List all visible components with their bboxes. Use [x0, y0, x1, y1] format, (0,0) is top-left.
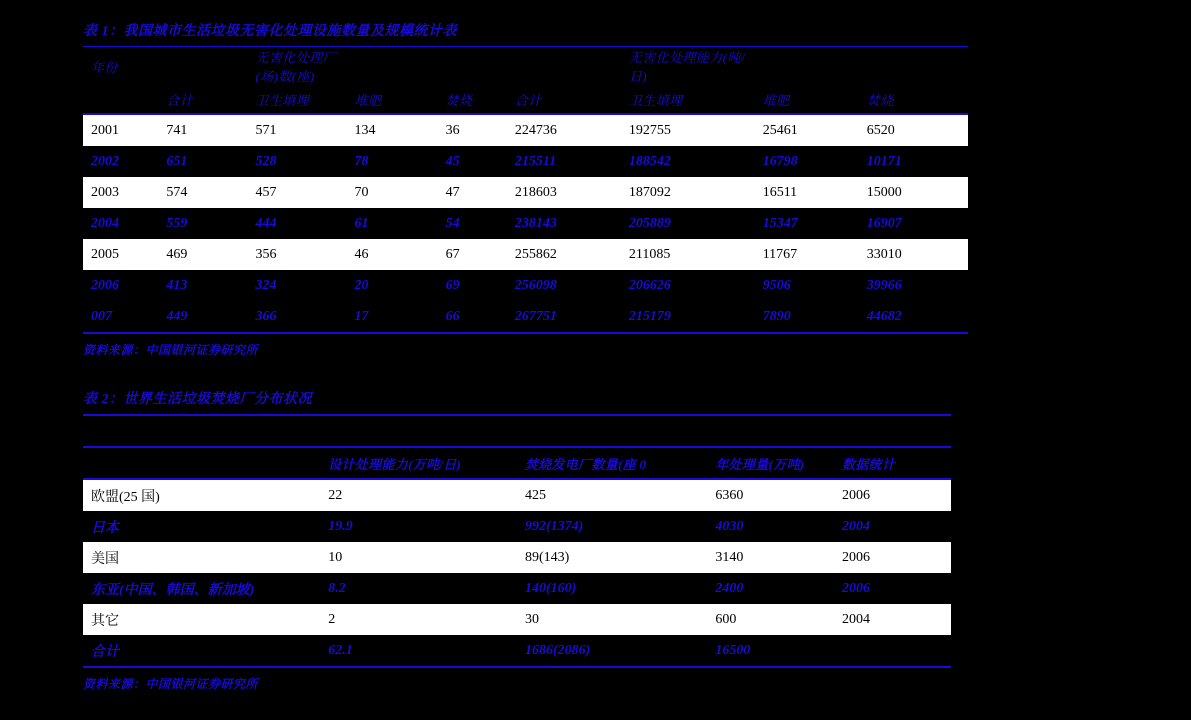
cell: 19.9	[328, 511, 525, 542]
cell: 528	[255, 146, 354, 177]
cell-region: 其它	[83, 604, 328, 635]
cell: 651	[166, 146, 255, 177]
cell: 3140	[715, 542, 842, 573]
table2-spacer-0	[83, 415, 328, 447]
cell: 425	[525, 479, 715, 511]
cell: 2400	[715, 573, 842, 604]
cell: 188542	[629, 146, 763, 177]
cell: 2	[328, 604, 525, 635]
cell: 140(160)	[525, 573, 715, 604]
cell: 25461	[763, 114, 867, 146]
table1-group-plants: 无害化处理厂(场)数(座)	[255, 47, 354, 86]
cell-year: 2004	[83, 208, 166, 239]
table-row	[83, 239, 968, 270]
table1-sub-7: 堆肥	[763, 85, 867, 114]
table2-source: 资料来源：中国银河证券研究所	[83, 677, 259, 691]
table1-sub-5: 合计	[515, 85, 629, 114]
cell: 16907	[867, 208, 968, 239]
cell: 46	[354, 239, 445, 270]
table2-header-2: 焚烧发电厂数量(座 0	[525, 447, 715, 479]
table-row	[83, 479, 951, 511]
cell: 224736	[515, 114, 629, 146]
cell: 324	[255, 270, 354, 301]
cell: 89(143)	[525, 542, 715, 573]
cell-year: 2001	[83, 114, 166, 146]
cell: 238143	[515, 208, 629, 239]
cell-year: 2006	[83, 270, 166, 301]
table-row	[83, 114, 968, 146]
cell: 33010	[867, 239, 968, 270]
cell-year: 2003	[83, 177, 166, 208]
cell: 69	[446, 270, 515, 301]
table2-spacer-1	[328, 415, 525, 447]
table2-header-0	[83, 447, 328, 479]
cell-region: 东亚(中国、韩国、新加坡)	[83, 573, 328, 604]
cell: 11767	[763, 239, 867, 270]
table-row	[83, 301, 968, 333]
table2-header-3: 年处理量(万吨)	[715, 447, 842, 479]
cell: 8.2	[328, 573, 525, 604]
cell: 15347	[763, 208, 867, 239]
table2-spacer-4	[842, 415, 951, 447]
cell: 211085	[629, 239, 763, 270]
table-row	[83, 604, 951, 635]
cell: 9506	[763, 270, 867, 301]
cell: 10	[328, 542, 525, 573]
cell: 741	[166, 114, 255, 146]
cell: 44682	[867, 301, 968, 333]
cell-region: 合计	[83, 635, 328, 667]
table2-header-1: 设计处理能力(万吨/日)	[328, 447, 525, 479]
cell: 62.1	[328, 635, 525, 667]
cell: 206626	[629, 270, 763, 301]
cell-year: 2002	[83, 146, 166, 177]
cell: 2006	[842, 542, 951, 573]
table1-sub-1: 合计	[166, 85, 255, 114]
cell-region: 欧盟(25 国)	[83, 479, 328, 511]
cell: 66	[446, 301, 515, 333]
table-row	[83, 270, 968, 301]
table1-group-year: 年份	[83, 47, 166, 86]
cell: 4030	[715, 511, 842, 542]
cell: 256098	[515, 270, 629, 301]
table2-block	[83, 388, 968, 692]
table1-group-capacity: 无害化处理能力(吨/日)	[629, 47, 763, 86]
cell: 17	[354, 301, 445, 333]
cell: 30	[525, 604, 715, 635]
table1-title: 表 1：我国城市生活垃圾无害化处理设施数量及规模统计表	[83, 24, 457, 39]
table1-sub-4: 焚烧	[446, 85, 515, 114]
table2-top-rule	[83, 415, 951, 447]
cell: 67	[446, 239, 515, 270]
table-row	[83, 511, 951, 542]
cell-year: 2005	[83, 239, 166, 270]
table-row	[83, 177, 968, 208]
table1-group-header-row	[83, 47, 968, 86]
table1	[83, 46, 968, 334]
cell-year: 007	[83, 301, 166, 333]
table2-title: 表 2：世界生活垃圾焚烧厂分布状况	[83, 392, 312, 407]
cell: 215511	[515, 146, 629, 177]
cell: 2006	[842, 479, 951, 511]
table1-group-plants-pad1	[354, 47, 445, 86]
cell: 39966	[867, 270, 968, 301]
table-row-total	[83, 635, 951, 667]
cell: 571	[255, 114, 354, 146]
table1-group-capacity-pad2	[867, 47, 968, 86]
table2	[83, 414, 951, 668]
table-row	[83, 146, 968, 177]
cell: 54	[446, 208, 515, 239]
cell: 2006	[842, 573, 951, 604]
table1-sub-8: 焚烧	[867, 85, 968, 114]
cell: 16500	[715, 635, 842, 667]
cell: 267751	[515, 301, 629, 333]
cell-region: 日本	[83, 511, 328, 542]
table2-header-row	[83, 447, 951, 479]
cell: 192755	[629, 114, 763, 146]
cell: 457	[255, 177, 354, 208]
cell: 449	[166, 301, 255, 333]
cell: 6520	[867, 114, 968, 146]
cell: 600	[715, 604, 842, 635]
cell: 187092	[629, 177, 763, 208]
cell: 366	[255, 301, 354, 333]
cell: 218603	[515, 177, 629, 208]
table1-group-plants-spacer	[166, 47, 255, 86]
cell: 16511	[763, 177, 867, 208]
cell: 992(1374)	[525, 511, 715, 542]
table1-sub-6: 卫生填埋	[629, 85, 763, 114]
cell: 2004	[842, 511, 951, 542]
cell: 7890	[763, 301, 867, 333]
cell: 469	[166, 239, 255, 270]
cell: 22	[328, 479, 525, 511]
table1-sub-3: 堆肥	[354, 85, 445, 114]
table2-spacer-3	[715, 415, 842, 447]
cell	[842, 635, 951, 667]
cell: 444	[255, 208, 354, 239]
cell: 16798	[763, 146, 867, 177]
cell: 215179	[629, 301, 763, 333]
cell: 47	[446, 177, 515, 208]
table1-block	[83, 20, 968, 358]
cell: 20	[354, 270, 445, 301]
cell: 15000	[867, 177, 968, 208]
cell: 45	[446, 146, 515, 177]
table1-sub-0	[83, 85, 166, 114]
table1-source: 资料来源：中国银河证券研究所	[83, 343, 259, 357]
table1-group-capacity-spacer	[515, 47, 629, 86]
cell: 78	[354, 146, 445, 177]
table-row	[83, 208, 968, 239]
cell: 255862	[515, 239, 629, 270]
table2-spacer-2	[525, 415, 715, 447]
cell: 574	[166, 177, 255, 208]
cell: 36	[446, 114, 515, 146]
cell: 356	[255, 239, 354, 270]
cell: 61	[354, 208, 445, 239]
cell: 1686(2086)	[525, 635, 715, 667]
table1-sub-2: 卫生填埋	[255, 85, 354, 114]
table1-sub-header-row	[83, 85, 968, 114]
cell: 205889	[629, 208, 763, 239]
cell-region: 美国	[83, 542, 328, 573]
table1-group-plants-pad2	[446, 47, 515, 86]
table1-group-capacity-pad1	[763, 47, 867, 86]
cell: 134	[354, 114, 445, 146]
table2-header-4: 数据统计	[842, 447, 951, 479]
cell: 559	[166, 208, 255, 239]
table-row	[83, 573, 951, 604]
cell: 6360	[715, 479, 842, 511]
cell: 70	[354, 177, 445, 208]
cell: 10171	[867, 146, 968, 177]
table-row	[83, 542, 951, 573]
cell: 2004	[842, 604, 951, 635]
cell: 413	[166, 270, 255, 301]
